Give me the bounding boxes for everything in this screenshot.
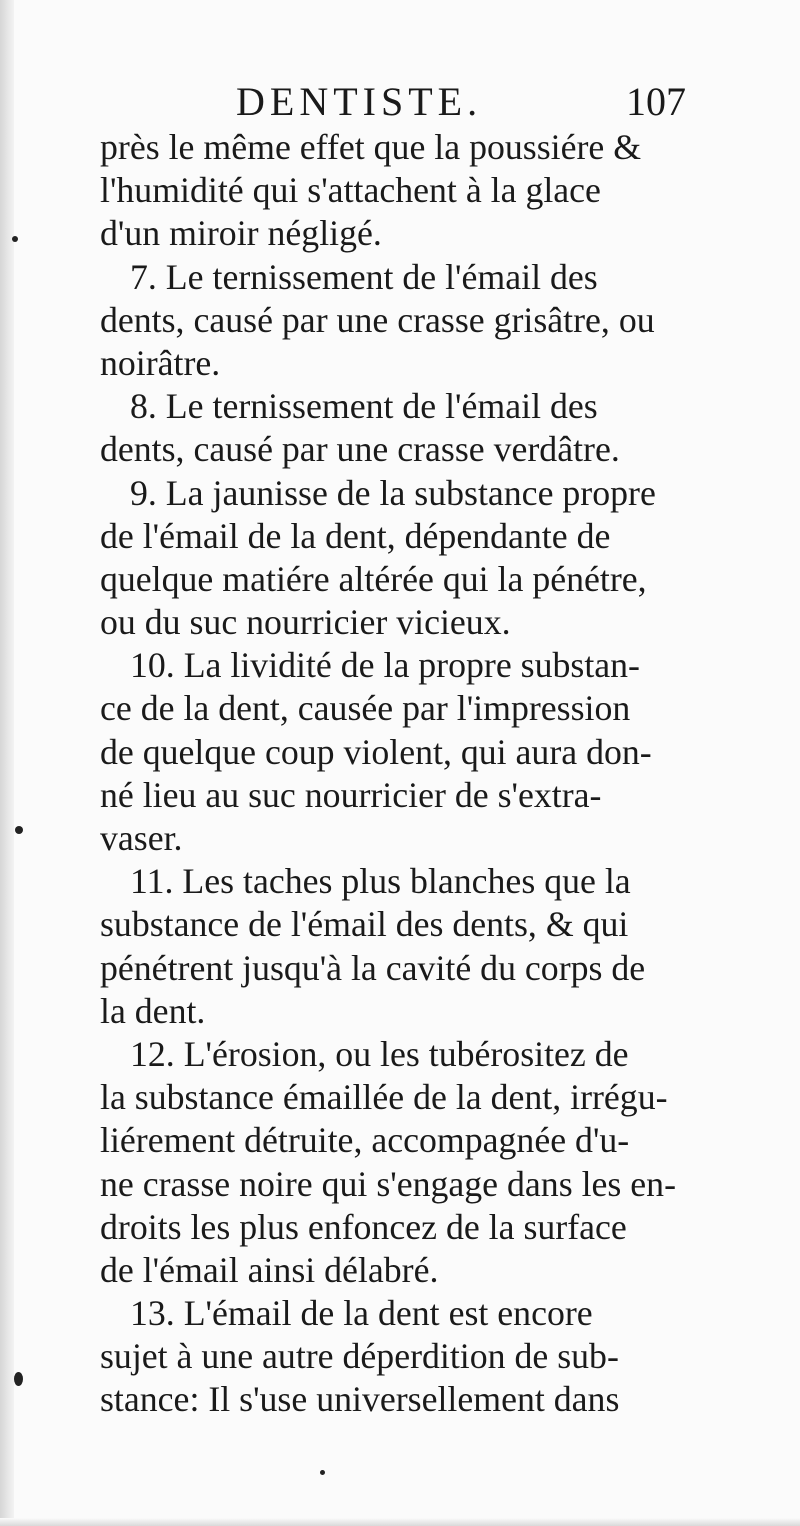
text-line: de l'émail ainsi délabré.	[100, 1249, 439, 1290]
text-line: né lieu au suc nourricier de s'extra-	[100, 774, 602, 815]
page-header	[200, 78, 686, 126]
text-line: près le même effet que la poussiére &	[100, 127, 642, 167]
text-line: de quelque coup violent, qui aura don-	[100, 731, 652, 772]
page-body	[100, 126, 690, 1422]
text-line: substance de l'émail des dents, & qui	[100, 904, 629, 945]
text-line: 12. L'érosion, ou les tubérositez de	[130, 1033, 629, 1074]
text-line: droits les plus enfoncez de la surface	[100, 1206, 627, 1247]
text-line: dents, causé par une crasse verdâtre.	[100, 429, 620, 470]
running-head: DENTISTE.	[236, 79, 483, 124]
text-line: 13. L'émail de la dent est encore	[130, 1293, 593, 1334]
text-line: ce de la dent, causée par l'impression	[100, 688, 631, 729]
text-line: la dent.	[100, 990, 206, 1031]
text-line: pénétrent jusqu'à la cavité du corps de	[100, 947, 646, 988]
text-line: sujet à une autre déperdition de sub-	[100, 1336, 619, 1377]
text-line: 11. Les taches plus blanches que la	[130, 861, 631, 902]
text-line: d'un miroir négligé.	[100, 213, 382, 254]
text-line: 8. Le ternissement de l'émail des	[130, 386, 598, 427]
text-line: quelque matiére altérée qui la pénétre,	[100, 558, 647, 599]
text-line: ne crasse noire qui s'engage dans les en-	[100, 1163, 677, 1204]
ink-speck	[12, 236, 18, 242]
page-bottom-edge	[0, 1518, 800, 1526]
text-line: ou du suc nourricier vicieux.	[100, 602, 511, 643]
ink-speck	[14, 1372, 23, 1386]
text-line: la substance émaillée de la dent, irrégu-	[100, 1077, 668, 1118]
text-line: 7. Le ternissement de l'émail des	[130, 256, 598, 297]
text-line: de l'émail de la dent, dépendante de	[100, 515, 611, 556]
text-line: vaser.	[100, 818, 183, 858]
text-line: 9. La jaunisse de la substance propre	[130, 472, 656, 513]
page-binding-edge	[0, 0, 14, 1526]
page-number: 107	[626, 79, 686, 124]
text-line: noirâtre.	[100, 342, 221, 383]
text-line: 10. La lividité de la propre substan-	[130, 645, 640, 686]
ink-speck	[320, 1470, 325, 1475]
text-line: l'humidité qui s'attachent à la glace	[100, 170, 601, 211]
text-line: stance: Il s'use universellement dans	[100, 1379, 620, 1420]
text-line: dents, causé par une crasse grisâtre, ou	[100, 299, 655, 340]
ink-speck	[15, 826, 23, 834]
text-line: liérement détruite, accompagnée d'u-	[100, 1120, 630, 1161]
